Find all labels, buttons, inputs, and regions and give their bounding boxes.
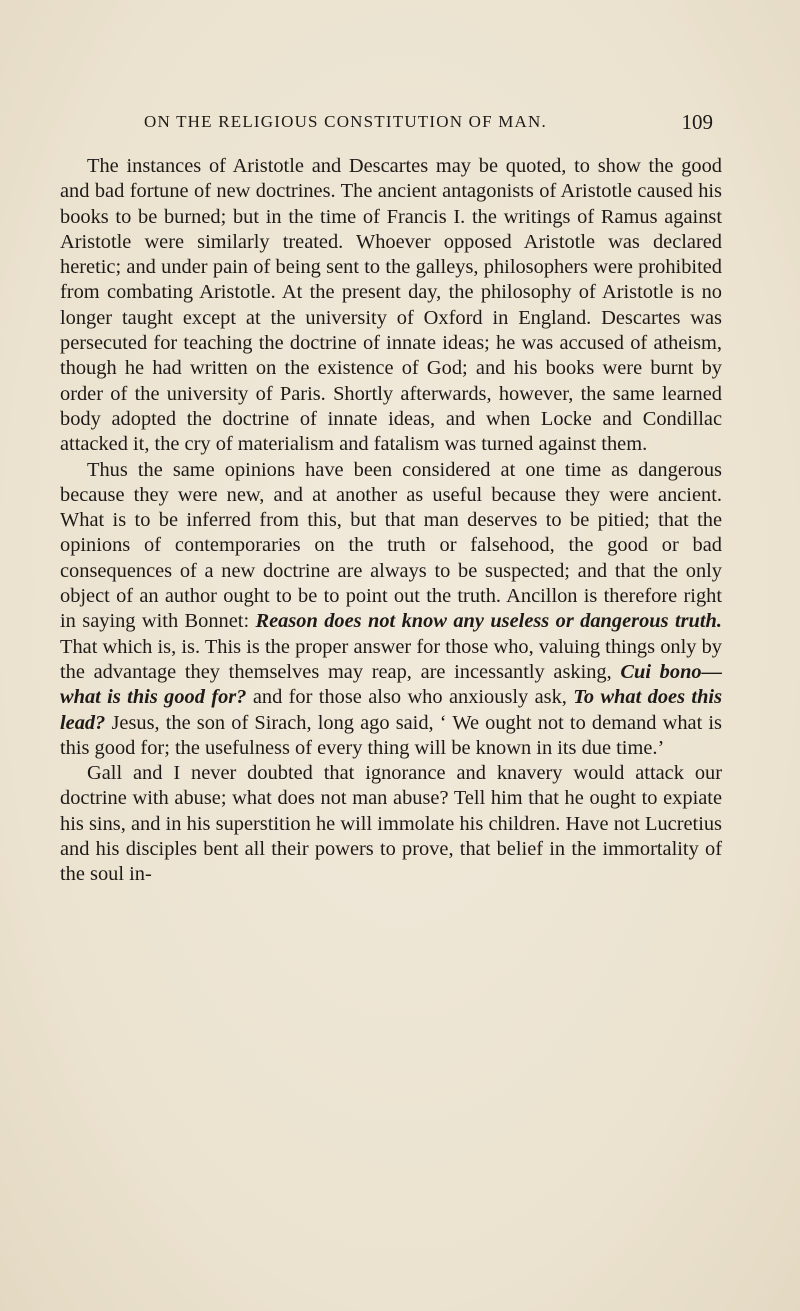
paragraph-text: Jesus, the son of Sirach, long ago said, ‘ We ought not to demand what is this good for; the usefulness of every thing will be known in its due time.’ [60,711,722,759]
paragraph-text: The instances of Aristotle and Descartes may be quoted, to show the good and bad fortune of new doctrines. The ancient antagonists of Aristotle caused his books to be burned; but in the time of Francis I. the writings of Ramus against Aristotle were similarly treated. Whoever opposed Aristotle was declared heretic; and under pain of being sent to the galleys, philosophers were prohibited from combating Aristotle. At the present day, the philosophy of Aristotle is no longer taught except at the university of Oxford in England. Descartes was persecuted for teaching the doctrine of innate ideas; he was accused of atheism, though he had written on the existence of God; and his books were burnt by order of the university of Paris. Shortly afterwards, however, the same learned body adopted the doctrine of innate ideas, and when Locke and Condillac attacked it, the cry of materialism and fatalism was turned against them. [60,155,722,456]
running-head [60,112,740,136]
paragraph-text: and for those also who anxiously ask, [246,686,574,709]
paragraph-text: Thus the same opinions have been considered at one time as dangerous because they were new, and at another as useful because they were ancient. What is to be inferred from this, but that man deserves to be pitied; that the opinions of contemporaries on the truth or falsehood, the good or bad consequences of a new doctrine are always to be suspected; and that the only object of an author ought to be to point out the truth. Ancillon is therefore right in saying with Bonnet: [60,458,722,633]
italic-quote: Cui bono—what is this good for? [60,660,722,709]
paragraph-1 [60,154,722,458]
italic-quote: Reason does not know any useless or dangerous truth. [255,610,722,633]
paragraph-text: That which is, is. This is the proper answer for those who, valuing things only by the advantage they themselves may reap, are incessantly asking, [60,635,722,683]
body-text [60,154,722,888]
running-title: ON THE RELIGIOUS CONSTITUTION OF MAN. [144,112,547,131]
paragraph-3 [60,761,722,887]
italic-quote: To what does this lead? [60,686,723,734]
paragraph-2 [60,458,722,762]
page-number: 109 [681,110,713,134]
paragraph-text: Gall and I never doubted that ignorance and knavery would attack our doctrine with abuse; what does not man abuse? Tell him that he ought to expiate his sins, and in his superstition he will immolate his children. Have not Lucretius and his disciples bent all their powers to prove, that belief in the immortality of the soul in- [60,762,722,886]
